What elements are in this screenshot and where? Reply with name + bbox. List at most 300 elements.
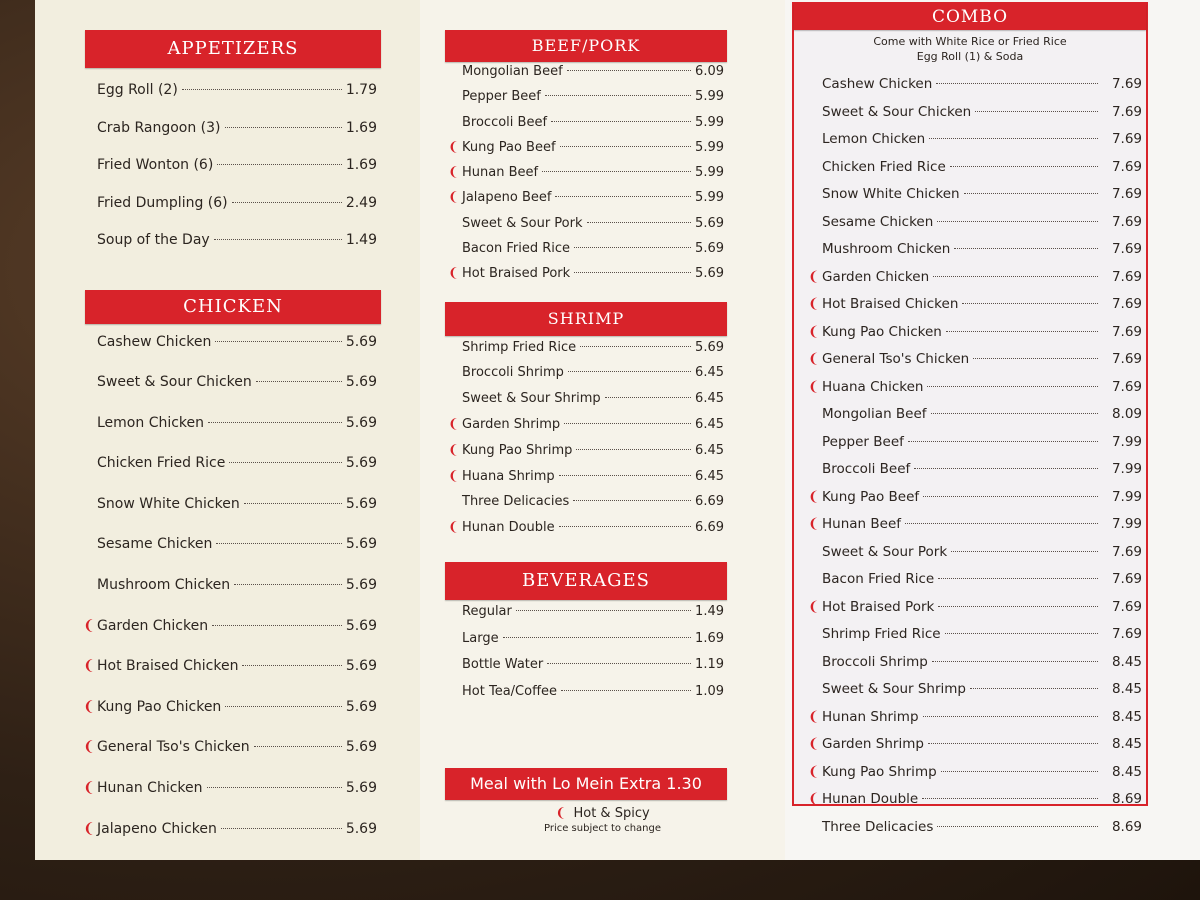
combo-list [808,76,1142,846]
menu-item [822,104,1142,132]
menu-item [462,340,724,366]
menu-item [822,626,1142,654]
dot-leader [605,397,691,398]
menu-item-price: 5.69 [345,495,377,512]
dot-leader [927,386,1098,387]
menu-item-name: Garden Chicken [822,268,930,285]
pepper-icon: ❨ [808,516,820,532]
menu-item-price: 7.99 [1111,461,1142,477]
menu-item [97,577,377,618]
menu-item-price: 7.69 [1111,186,1142,202]
menu-item [822,819,1142,847]
menu-item-price: 7.69 [1111,213,1142,230]
menu-item-name: Garden Shrimp [822,736,924,752]
menu-item-price: 5.69 [345,698,377,715]
menu-item [97,82,377,120]
dot-leader [547,663,691,664]
menu-item [808,516,1142,544]
menu-item-name: General Tso's Chicken [822,351,970,367]
menu-item-name: Fried Wonton (6) [97,157,214,173]
menu-item-price: 8.09 [1111,406,1142,422]
menu-item [808,323,1142,352]
dot-leader [574,247,691,248]
dot-leader [559,475,691,476]
menu-item-price: 5.69 [695,241,724,257]
dot-leader [225,127,342,128]
dot-leader [214,239,342,240]
menu-item-name: Broccoli Beef [822,461,911,477]
menu-item [462,241,724,266]
dot-leader [932,661,1098,662]
pepper-icon: ❨ [83,780,95,797]
menu-item-price: 7.99 [1111,516,1142,532]
dot-leader [931,413,1098,414]
menu-item [808,708,1142,737]
menu-item-name: Hunan Double [822,791,919,807]
dot-leader [580,346,691,347]
dot-leader [587,222,692,223]
pepper-icon: ❨ [808,323,820,340]
menu-item-name: Hunan Double [462,520,555,536]
menu-item-name: Chicken Fried Rice [97,455,226,472]
menu-item [822,544,1142,572]
shrimp-list [448,339,724,546]
menu-item-name: Sesame Chicken [822,213,934,230]
menu-item-price: 7.69 [1111,158,1142,175]
menu-item [822,131,1142,159]
menu-item [448,520,724,546]
dot-leader [254,746,342,747]
combo-header: COMBO [794,4,1146,30]
menu-item-price: 5.69 [345,820,377,837]
dot-leader [964,193,1098,194]
menu-item [822,241,1142,269]
dot-leader [516,610,691,611]
menu-item-name: Hot Braised Pork [462,266,571,282]
combo-desc-line-1: Come with White Rice or Fried Rice [873,35,1067,48]
menu-item-name: Kung Pao Chicken [97,698,222,715]
dot-leader [256,381,342,382]
dot-leader [551,121,691,122]
menu-item-name: Shrimp Fried Rice [462,339,577,355]
menu-item-name: Garden Chicken [97,617,209,634]
appetizers-header: APPETIZERS [85,30,381,68]
menu-item-price: 5.69 [345,455,377,472]
menu-item-name: Sweet & Sour Chicken [822,103,972,120]
menu-item [808,488,1142,517]
spicy-legend [420,806,785,834]
pepper-icon: ❨ [448,520,459,536]
menu-item-name: Sweet & Sour Shrimp [462,391,601,407]
menu-item [822,571,1142,599]
menu-item-name: Kung Pao Shrimp [822,763,937,780]
dot-leader [941,771,1098,772]
menu-item [83,617,377,659]
menu-item-price: 6.45 [695,417,724,433]
menu-item-price: 5.69 [695,215,724,231]
menu-item [822,434,1142,462]
menu-item-price: 7.69 [1111,571,1142,587]
pepper-icon: ❨ [448,165,459,181]
menu-item-price: 7.69 [1111,296,1142,312]
menu-item-price: 8.45 [1111,763,1142,780]
menu-item [822,186,1142,214]
menu-item-name: Lemon Chicken [822,131,926,147]
beef-pork-list [448,64,724,292]
dot-leader [922,798,1098,799]
menu-item [462,494,724,520]
menu-item-price: 6.45 [695,391,724,407]
chicken-list [83,333,377,862]
menu-item [97,157,377,195]
shrimp-header: SHRIMP [445,302,727,336]
pepper-icon: ❨ [808,708,820,725]
menu-item-name: Crab Rangoon (3) [97,119,221,136]
dot-leader [182,89,342,90]
menu-item-price: 7.69 [1111,598,1142,615]
menu-item-name: Sweet & Sour Shrimp [822,681,966,697]
menu-item [808,268,1142,297]
menu-item-name: Bacon Fried Rice [822,571,935,587]
menu-panel-left [35,0,420,860]
dot-leader [950,166,1098,167]
menu-item [448,417,724,443]
menu-item-name: Hot Braised Pork [822,598,935,615]
chicken-header: CHICKEN [85,290,381,324]
combo-desc-line-2: Egg Roll (1) & Soda [916,50,1024,63]
dot-leader [951,551,1098,552]
menu-item-name: Chicken Fried Rice [822,158,946,175]
menu-item-name: Jalapeno Beef [462,190,552,206]
menu-item-name: Broccoli Beef [462,114,548,130]
menu-item [822,461,1142,489]
menu-item-price: 5.69 [345,577,377,594]
beverages-list [462,604,724,710]
menu-item-price: 5.99 [695,114,724,130]
dot-leader [242,665,341,666]
menu-item-name: Snow White Chicken [97,495,240,512]
menu-item-price: 7.69 [1111,268,1142,285]
menu-item-name: Snow White Chicken [822,186,960,202]
menu-item-price: 5.69 [345,374,377,391]
dot-leader [914,468,1098,469]
dot-leader [938,578,1098,579]
menu-item-price: 1.49 [345,232,377,248]
menu-item [448,190,724,215]
menu-item [97,374,377,415]
menu-item-name: Large [462,630,499,646]
menu-item-price: 5.69 [345,658,377,675]
menu-item-price: 7.69 [1111,351,1142,367]
menu-item-name: Regular [462,604,512,620]
dot-leader [568,371,691,372]
beverages-header: BEVERAGES [445,562,727,600]
dot-leader [208,422,342,423]
menu-item-name: Sesame Chicken [97,536,213,553]
menu-item-price: 1.69 [345,157,377,173]
menu-item [808,736,1142,764]
menu-item [97,536,377,577]
dot-leader [905,523,1098,524]
menu-item-name: Shrimp Fried Rice [822,626,941,642]
dot-leader [970,688,1098,689]
legend-label: Hot & Spicy [573,806,650,822]
pepper-icon: ❨ [808,268,820,285]
dot-leader [567,70,691,71]
menu-item-name: Hot Braised Chicken [97,658,239,675]
menu-item-price: 5.99 [695,190,724,206]
menu-item [97,496,377,537]
menu-item [808,378,1142,407]
menu-item-price: 5.69 [695,266,724,282]
menu-item-price: 1.49 [695,604,724,620]
menu-item [462,631,724,658]
dot-leader [962,303,1098,304]
menu-item-name: Sweet & Sour Pork [822,543,948,560]
dot-leader [234,584,342,585]
pepper-icon: ❨ [83,617,95,634]
menu-item-price: 7.99 [1111,488,1142,505]
pepper-icon: ❨ [83,698,95,715]
pepper-icon: ❨ [448,417,459,433]
dot-leader [503,637,691,638]
menu-item [97,334,377,375]
menu-item [83,739,377,780]
menu-item [462,115,724,140]
menu-item-price: 1.19 [695,657,724,673]
menu-item-price: 1.79 [345,82,377,98]
dot-leader [559,526,691,527]
menu-item [808,598,1142,627]
menu-item-price: 8.45 [1111,681,1142,697]
menu-item-price: 5.99 [695,89,724,105]
menu-item-price: 7.69 [1111,626,1142,642]
menu-item-price: 7.69 [1111,323,1142,340]
menu-item-price: 5.69 [345,333,377,350]
pepper-icon: ❨ [83,739,95,756]
dot-leader [923,716,1098,717]
dot-leader [574,272,691,273]
menu-item [808,296,1142,324]
menu-item-price: 6.69 [695,494,724,510]
menu-item-name: Cashew Chicken [822,76,933,92]
beef-pork-header: BEEF/PORK [445,30,727,62]
menu-item-name: Jalapeno Chicken [97,820,217,837]
menu-item [462,365,724,391]
menu-item-name: Cashew Chicken [97,333,212,350]
menu-item-price: 5.69 [345,536,377,553]
menu-item [462,657,724,684]
menu-panel-middle [420,0,785,860]
menu-item-name: Huana Shrimp [462,468,555,484]
dot-leader [937,826,1098,827]
dot-leader [244,503,342,504]
dot-leader [975,111,1098,112]
menu-item-name: Hot Tea/Coffee [462,683,558,699]
pepper-icon: ❨ [808,296,820,312]
price-note: Price subject to change [543,823,662,835]
menu-item-name: Garden Shrimp [462,417,561,433]
menu-item [448,468,724,495]
menu-item [822,76,1142,104]
menu-item-price: 1.69 [695,630,724,646]
menu-item-price: 1.09 [695,683,724,699]
menu-item-name: Huana Chicken [822,378,924,395]
menu-item-name: Bottle Water [462,657,544,673]
menu-panel-right [785,0,1200,860]
dot-leader [923,496,1098,497]
menu-item-price: 2.49 [345,194,377,211]
dot-leader [945,633,1098,634]
menu-item-name: Pepper Beef [822,433,904,450]
menu-item-name: Egg Roll (2) [97,82,178,98]
menu-item-price: 8.69 [1111,791,1142,807]
menu-item [822,681,1142,709]
dot-leader [973,358,1098,359]
menu-item-name: Hunan Beef [462,165,539,181]
menu-item-price: 6.09 [695,64,724,79]
menu-item [448,139,724,165]
menu-item-name: Kung Pao Chicken [822,323,942,340]
dot-leader [207,787,342,788]
pepper-icon: ❨ [808,378,820,395]
menu-item [808,763,1142,792]
pepper-icon: ❨ [808,351,820,367]
menu-item [808,791,1142,819]
menu-item [462,604,724,631]
pepper-icon: ❨ [448,468,459,484]
menu-item-price: 5.69 [345,739,377,756]
menu-item-name: Mongolian Beef [822,406,927,422]
menu-item-price: 7.69 [1111,241,1142,257]
menu-item-price: 7.69 [1111,378,1142,395]
menu-item [462,391,724,417]
menu-item-name: Three Delicacies [822,818,934,835]
lo-mein-banner: Meal with Lo Mein Extra 1.30 [445,768,727,800]
menu-item [448,266,724,291]
menu-item-name: General Tso's Chicken [97,739,250,756]
menu-item-price: 8.69 [1111,818,1142,835]
dot-leader [217,164,342,165]
dot-leader [946,331,1098,332]
menu-item-price: 8.45 [1111,708,1142,725]
menu-item-name: Soup of the Day [97,232,210,248]
menu-item [448,165,724,190]
dot-leader [908,441,1098,442]
menu-item [97,232,377,270]
dot-leader [564,423,691,424]
dot-leader [542,171,691,172]
menu-item-price: 5.99 [695,139,724,155]
pepper-icon: ❨ [448,442,459,458]
dot-leader [229,462,341,463]
menu-item [83,780,377,821]
dot-leader [215,341,341,342]
menu-item [97,455,377,496]
menu-item-price: 7.69 [1111,76,1142,92]
menu-item-price: 1.69 [345,119,377,136]
menu-item [808,351,1142,379]
menu-item-price: 6.45 [695,365,724,381]
menu-item [822,654,1142,682]
dot-leader [555,196,691,197]
appetizers-list [97,82,377,270]
menu-item-name: Three Delicacies [462,494,570,510]
menu-item [97,120,377,158]
menu-item [97,415,377,456]
dot-leader [545,95,691,96]
menu-item-name: Pepper Beef [462,89,541,105]
menu-item-name: Kung Pao Beef [822,488,920,505]
combo-box [792,2,1148,835]
menu-item [462,89,724,114]
combo-description [794,34,1146,64]
menu-item-price: 7.69 [1111,131,1142,147]
dot-leader [937,221,1098,222]
pepper-icon: ❨ [448,266,459,282]
menu-item-name: Kung Pao Beef [462,139,556,155]
menu-item-price: 5.69 [345,617,377,634]
menu-item-name: Hot Braised Chicken [822,296,959,312]
menu-item-name: Hunan Beef [822,516,902,532]
dot-leader [232,202,342,203]
menu-item-name: Fried Dumpling (6) [97,194,228,211]
menu-item [97,195,377,233]
pepper-icon: ❨ [448,190,459,206]
dot-leader [954,248,1098,249]
menu-item [83,658,377,699]
menu-item [462,64,724,89]
dot-leader [225,706,342,707]
menu-item-price: 5.69 [695,339,724,355]
menu-item-name: Mushroom Chicken [97,577,231,594]
menu-item-price: 6.69 [695,520,724,536]
menu-item-name: Hunan Chicken [97,780,203,797]
pepper-icon: ❨ [83,658,95,675]
dot-leader [212,625,342,626]
menu-item-name: Lemon Chicken [97,414,205,431]
menu-item-price: 5.69 [345,780,377,797]
menu-item-price: 5.99 [695,165,724,181]
menu-item-name: Broccoli Shrimp [462,365,564,381]
menu-item [822,159,1142,187]
menu-item [83,820,377,862]
menu-item-name: Mushroom Chicken [822,241,951,257]
pepper-icon: ❨ [808,736,820,752]
menu-item [822,214,1142,242]
pepper-icon: ❨ [808,791,820,807]
dot-leader [561,690,691,691]
pepper-icon: ❨ [808,598,820,615]
dot-leader [560,146,692,147]
menu-item-price: 8.45 [1111,653,1142,670]
menu-item-price: 6.45 [695,468,724,484]
menu-item [822,406,1142,434]
pepper-icon: ❨ [83,820,95,837]
menu-item [448,442,724,469]
pepper-icon: ❨ [808,763,820,780]
dot-leader [933,276,1098,277]
pepper-icon: ❨ [448,139,459,155]
dot-leader [576,449,691,450]
dot-leader [221,828,342,829]
menu-item-name: Bacon Fried Rice [462,241,571,257]
menu-item [462,684,724,711]
dot-leader [573,500,691,501]
menu-item-price: 7.69 [1111,543,1142,560]
menu-item-name: Kung Pao Shrimp [462,442,573,458]
menu-item-price: 7.69 [1111,103,1142,120]
